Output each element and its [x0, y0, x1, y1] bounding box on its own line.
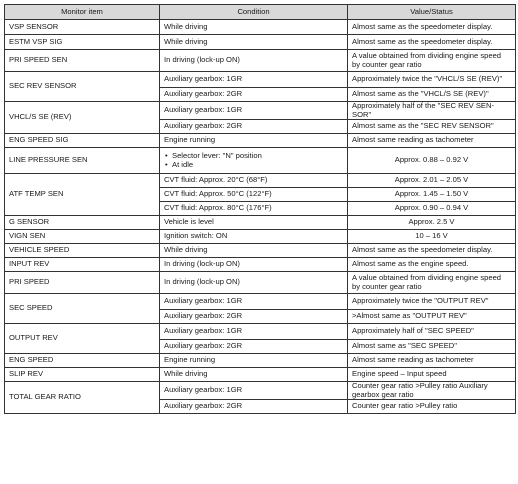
value-status-cell: Approx. 2.01 – 2.05 V [348, 174, 516, 188]
value-status-cell: Counter gear ratio >Pulley ratio Auxiliary gearbox gear ratio [348, 382, 516, 400]
value-status-cell: Almost same as the speedometer display. [348, 35, 516, 50]
condition-cell: In driving (lock-up ON) [160, 272, 348, 294]
value-status-cell: Engine speed – Input speed [348, 368, 516, 382]
header-value-status: Value/Status [348, 5, 516, 20]
monitor-item-cell: LINE PRESSURE SEN [5, 148, 160, 174]
table-row [5, 102, 516, 120]
table-row [5, 20, 516, 35]
condition-cell: CVT fluid: Approx. 80°C (176°F) [160, 202, 348, 216]
table-row [5, 382, 516, 400]
table-row [5, 272, 516, 294]
condition-cell: Auxiliary gearbox: 2GR [160, 340, 348, 354]
table-row [5, 72, 516, 88]
condition-cell: Auxiliary gearbox: 1GR [160, 324, 348, 340]
value-status-cell: Almost same as the speedometer display. [348, 20, 516, 35]
table-row [5, 354, 516, 368]
monitor-item-cell: G SENSOR [5, 216, 160, 230]
table-row [5, 148, 516, 174]
condition-cell: Auxiliary gearbox: 2GR [160, 120, 348, 134]
condition-cell: Auxiliary gearbox: 2GR [160, 310, 348, 324]
value-status-cell: A value obtained from dividing engine speed by counter gear ratio [348, 272, 516, 294]
value-status-cell: Almost same as the speedometer display. [348, 244, 516, 258]
table-row [5, 294, 516, 310]
table-row [5, 368, 516, 382]
condition-cell: CVT fluid: Approx. 20°C (68°F) [160, 174, 348, 188]
monitor-item-cell: ESTM VSP SIG [5, 35, 160, 50]
condition-cell: Auxiliary gearbox: 1GR [160, 382, 348, 400]
table-row [5, 134, 516, 148]
monitor-item-cell: PRI SPEED [5, 272, 160, 294]
header-condition: Condition [160, 5, 348, 20]
monitor-item-cell: SLIP REV [5, 368, 160, 382]
table-row [5, 174, 516, 188]
condition-cell: While driving [160, 35, 348, 50]
value-status-cell: Almost same as the "SEC REV SENSOR" [348, 120, 516, 134]
condition-cell: While driving [160, 20, 348, 35]
monitor-item-cell: SEC REV SENSOR [5, 72, 160, 102]
value-status-cell: Almost same as the "VHCL/S SE (REV)" [348, 88, 516, 102]
table-row [5, 244, 516, 258]
condition-cell: Auxiliary gearbox: 2GR [160, 88, 348, 102]
condition-cell: Auxiliary gearbox: 2GR [160, 400, 348, 414]
monitor-item-cell: ENG SPEED SIG [5, 134, 160, 148]
monitor-item-cell: TOTAL GEAR RATIO [5, 382, 160, 414]
condition-bullet: • At idle [172, 161, 343, 170]
monitor-item-cell: SEC SPEED [5, 294, 160, 324]
monitor-item-cell: OUTPUT REV [5, 324, 160, 354]
value-status-cell: A value obtained from dividing engine speed by counter gear ratio [348, 50, 516, 72]
table-row [5, 324, 516, 340]
table-row [5, 216, 516, 230]
value-status-cell: Almost same as the engine speed. [348, 258, 516, 272]
condition-cell: Ignition switch: ON [160, 230, 348, 244]
table-row [5, 258, 516, 272]
value-status-cell: >Almost same as "OUTPUT REV" [348, 310, 516, 324]
value-status-cell: Approximately twice the "VHCL/S SE (REV)" [348, 72, 516, 88]
monitor-item-cell: VSP SENSOR [5, 20, 160, 35]
value-status-cell: 10 – 16 V [348, 230, 516, 244]
monitor-item-cell: PRI SPEED SEN [5, 50, 160, 72]
value-status-cell: Almost same as "SEC SPEED" [348, 340, 516, 354]
condition-cell: Engine running [160, 134, 348, 148]
condition-bullet: • Selector lever: "N" position [172, 152, 343, 161]
value-status-cell: Approx. 0.90 – 0.94 V [348, 202, 516, 216]
value-status-cell: Approx. 0.88 – 0.92 V [348, 148, 516, 174]
value-status-cell: Approximately half of "SEC SPEED" [348, 324, 516, 340]
condition-cell: While driving [160, 368, 348, 382]
condition-cell: Auxiliary gearbox: 1GR [160, 102, 348, 120]
monitor-item-cell: INPUT REV [5, 258, 160, 272]
value-status-cell: Approximately half of the "SEC REV SEN-SOR" [348, 102, 516, 120]
table-row [5, 35, 516, 50]
table-header-row [5, 5, 516, 20]
table-body [5, 20, 516, 414]
condition-bullet-list [164, 152, 343, 169]
condition-cell: Engine running [160, 354, 348, 368]
monitor-item-table [4, 4, 516, 414]
value-status-cell: Approximately twice the "OUTPUT REV" [348, 294, 516, 310]
value-status-cell: Almost same reading as tachometer [348, 354, 516, 368]
monitor-table-container [4, 4, 515, 482]
condition-cell: In driving (lock-up ON) [160, 50, 348, 72]
condition-cell: CVT fluid: Approx. 50°C (122°F) [160, 188, 348, 202]
monitor-item-cell: VIGN SEN [5, 230, 160, 244]
condition-cell: Auxiliary gearbox: 1GR [160, 72, 348, 88]
monitor-item-cell: ENG SPEED [5, 354, 160, 368]
condition-cell: In driving (lock-up ON) [160, 258, 348, 272]
table-row [5, 230, 516, 244]
condition-cell: Auxiliary gearbox: 1GR [160, 294, 348, 310]
value-status-cell: Almost same reading as tachometer [348, 134, 516, 148]
table-row [5, 50, 516, 72]
condition-cell: While driving [160, 244, 348, 258]
condition-cell: Vehicle is level [160, 216, 348, 230]
monitor-item-cell: ATF TEMP SEN [5, 174, 160, 216]
value-status-cell: Approx. 1.45 – 1.50 V [348, 188, 516, 202]
value-status-cell: Counter gear ratio >Pulley ratio [348, 400, 516, 414]
monitor-item-cell: VHCL/S SE (REV) [5, 102, 160, 134]
condition-cell [160, 148, 348, 174]
monitor-item-cell: VEHICLE SPEED [5, 244, 160, 258]
header-monitor-item: Monitor item [5, 5, 160, 20]
value-status-cell: Approx. 2.5 V [348, 216, 516, 230]
